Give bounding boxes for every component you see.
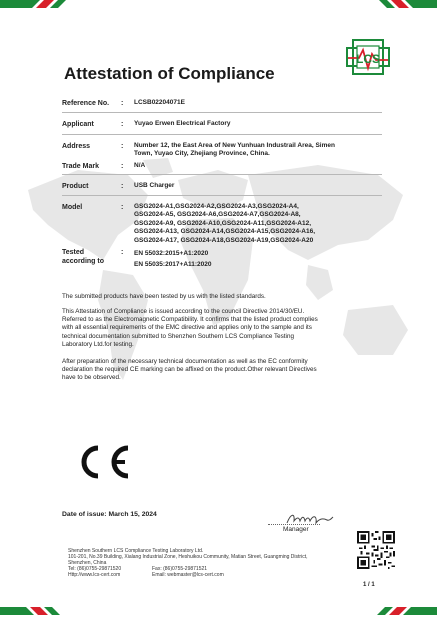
divider — [62, 134, 382, 135]
paragraph-line: have to be observed. — [62, 374, 121, 382]
paragraph-line: The submitted products have been tested by us with the listed standards. — [62, 293, 266, 300]
model-line: GSG2024-A13, GSG2024-A14,GSG2024-A15,GSG2024-A16, — [134, 228, 316, 236]
tested-label — [62, 248, 104, 266]
divider — [62, 195, 382, 196]
tested-label-line: according to — [62, 258, 105, 265]
page-number: 1 / 1 — [363, 582, 375, 588]
lcs-logo-icon — [345, 38, 391, 76]
product-label: Product — [62, 183, 89, 190]
trademark-value: N/A — [134, 162, 146, 169]
paragraph-line: technical documentation submitted to Shenzhen Southern LCS Compliance Testing — [62, 332, 294, 340]
qr-code-icon — [357, 531, 395, 569]
paragraph-line: declaration the required CE marking can be affixed on the product.Other relevant Directives — [62, 366, 317, 374]
colon: : — [121, 143, 124, 150]
address-line: Number 12, the East Area of New Yunhuan Industrail Area, Simen — [134, 142, 335, 149]
footer-address: 101-201, No.39 Building, Xialang Industrial Zone, Heshuikou Community, Matian Street, Guangming District, — [68, 554, 308, 560]
colon: : — [121, 249, 124, 256]
footer-tel: Tel: (86)0755-29871520 — [68, 566, 122, 572]
applicant-label: Applicant — [62, 121, 94, 128]
top-stripe — [0, 0, 437, 8]
colon: : — [121, 204, 124, 211]
paragraph-line: After preparation of the necessary technical documentation as well as the EC conformity — [62, 358, 308, 365]
footer-fax: Fax: (86)0755-29871521 — [152, 566, 208, 572]
reference-value: LCSB02204071E — [134, 99, 185, 106]
footer-company: Shenzhen Southern LCS Compliance Testing Laboratory Ltd. — [68, 548, 204, 554]
tested-label-line: Tested — [62, 249, 85, 256]
standard-line: EN 55035:2017+A11:2020 — [134, 261, 212, 268]
reference-label: Reference No. — [62, 100, 110, 107]
colon: : — [121, 121, 124, 128]
paragraph-ce-marking — [62, 358, 382, 383]
model-line: GSG2024-A1,GSG2024-A2,GSG2024-A3,GSG2024-A4, — [134, 203, 299, 210]
trademark-label: Trade Mark — [62, 163, 99, 170]
signature-line — [268, 524, 320, 525]
colon: : — [121, 100, 124, 107]
product-value: USB Charger — [134, 182, 175, 189]
footer-city: Shenzhen, China — [68, 560, 107, 566]
colon: : — [121, 163, 124, 170]
bottom-stripe — [0, 607, 437, 615]
model-line: GSG2024-A9, GSG2024-A10,GSG2024-A11,GSG2024-A12, — [134, 219, 312, 227]
standard-line: EN 55032:2015+A1:2020 — [134, 250, 209, 257]
model-label: Model — [62, 204, 83, 211]
model-value — [134, 203, 315, 245]
paragraph-line: Laboratory Ltd.for testing. — [62, 340, 134, 348]
divider — [62, 112, 382, 113]
page-title: Attestation of Compliance — [64, 64, 275, 83]
date-of-issue: Date of issue: March 15, 2024 — [62, 511, 157, 518]
paragraph-tested — [62, 293, 382, 301]
footer-email[interactable]: Email: webmaster@lcs-cert.com — [152, 572, 224, 578]
model-line: GSG2024-A17, GSG2024-A18,GSG2024-A19,GSG2024-A20 — [134, 236, 314, 244]
footer-contact-web — [68, 572, 307, 578]
paragraph-line: with all essential requirements of the EMC directive and applies only to the sample and its — [62, 324, 312, 332]
manager-label: Manager — [283, 526, 309, 533]
footer-web[interactable]: Http://www.lcs-cert.com — [68, 572, 121, 578]
tested-value — [134, 248, 212, 270]
address-value — [134, 142, 335, 159]
model-line: GSG2024-A5, GSG2024-A6,GSG2024-A7,GSG2024-A8, — [134, 211, 301, 219]
colon: : — [121, 183, 124, 190]
applicant-value: Yuyao Erwen Electrical Factory — [134, 120, 231, 127]
divider — [62, 174, 382, 175]
paragraph-line: This Attestation of Compliance is issued according to the council Directive 2014/30/EU. — [62, 308, 305, 315]
ce-mark-icon — [72, 442, 132, 482]
logo-text: LCS — [356, 52, 380, 66]
footer — [68, 548, 307, 578]
address-label: Address — [62, 143, 91, 150]
paragraph-directive — [62, 308, 382, 349]
paragraph-line: Referred to as the Electromagnetic Compatibility. It confirms that the listed product complies — [62, 316, 318, 324]
address-line: Town, Yuyao City, Zhejiang Province, China. — [134, 150, 270, 158]
